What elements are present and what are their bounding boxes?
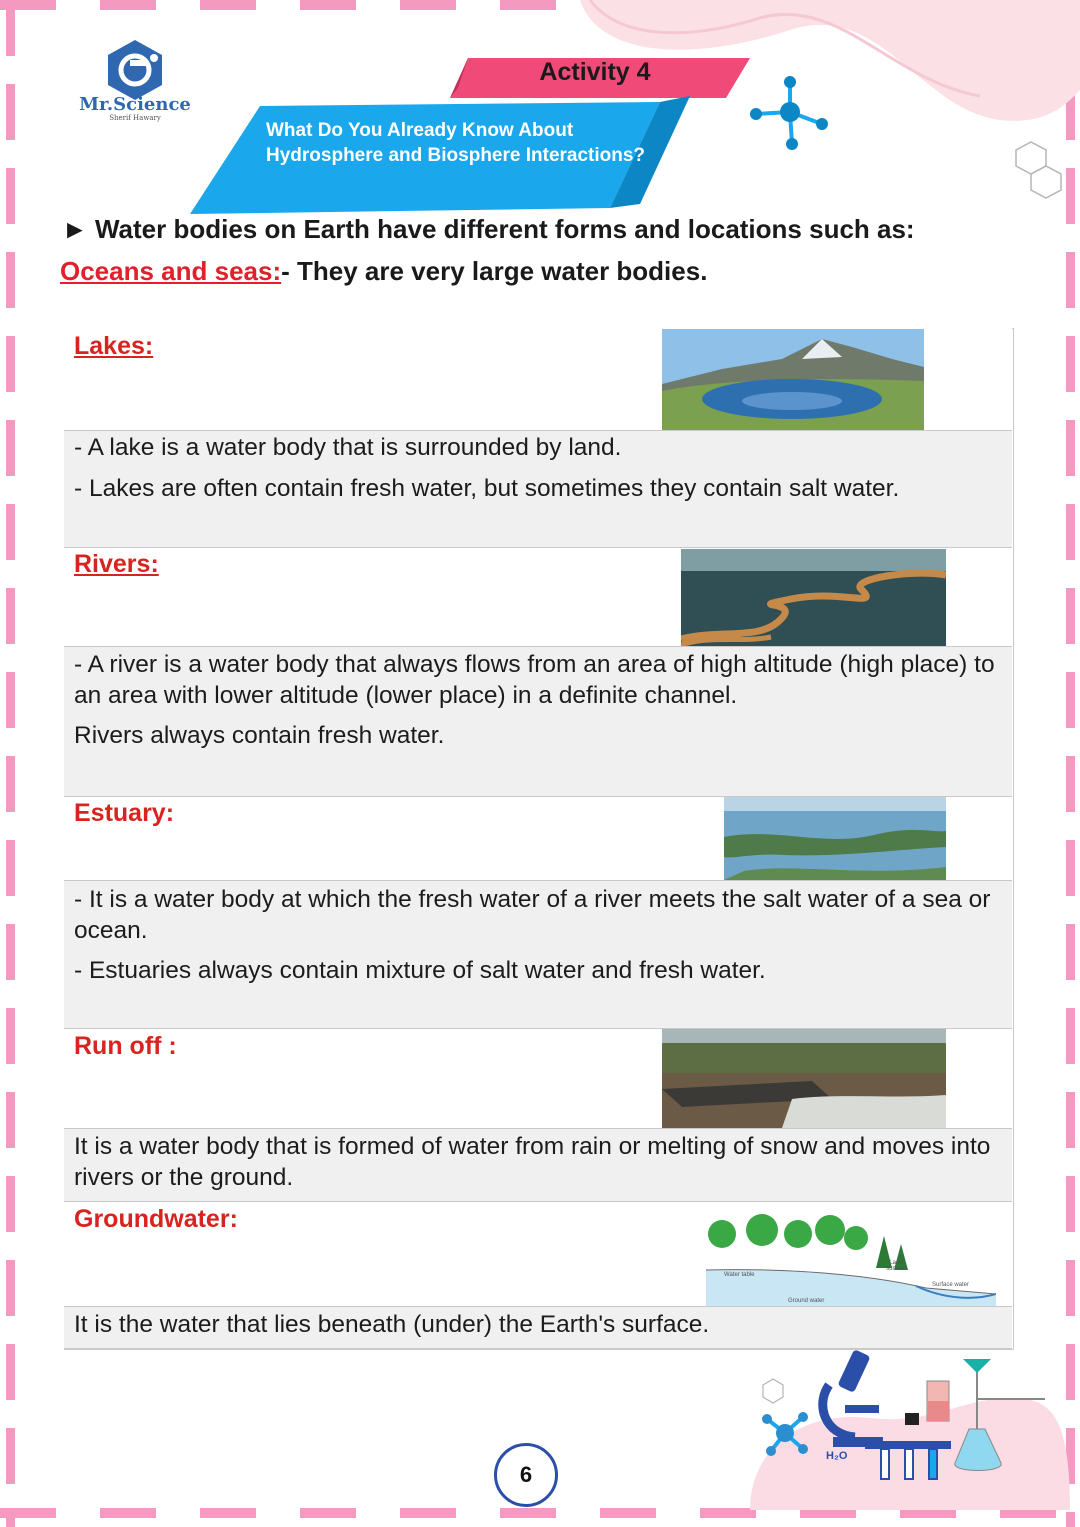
activity-title: Activity 4 — [539, 58, 651, 86]
page-border-right — [1066, 0, 1075, 1527]
ground-water-label: Ground water — [788, 1298, 825, 1304]
runoff-line-1: It is a water body that is formed of water from rain or melting of snow and moves into rivers or the ground. — [74, 1133, 991, 1191]
estuary-line-1: - It is a water body at which the fresh water of a river meets the salt water of a sea or ocean. — [74, 886, 991, 944]
molecule-icon — [742, 74, 837, 154]
estuary-photo — [724, 797, 946, 880]
mr-science-logo-icon — [70, 38, 200, 148]
lake-photo — [662, 329, 924, 430]
estuary-title: Estuary: — [74, 799, 175, 827]
river-photo — [681, 549, 946, 646]
page-number: 6 — [494, 1443, 558, 1507]
groundwater-line-1: It is the water that lies beneath (under) the Earth's surface. — [74, 1311, 710, 1338]
rivers-line-2: Rivers always contain fresh water. — [74, 722, 445, 749]
lakes-line-2: - Lakes are often contain fresh water, but sometimes they contain salt water. — [74, 475, 900, 502]
groundwater-title: Groundwater: — [74, 1205, 238, 1233]
land-surface-label: Land surface — [886, 1260, 906, 1272]
rivers-line-1: - A river is a water body that always flows from an area of high altitude (high place) to an area with lower altitude (lower place) in a definite channel. — [74, 651, 995, 709]
runoff-title: Run off : — [74, 1032, 177, 1060]
surface-water-label: Surface water — [932, 1282, 970, 1288]
lakes-title: Lakes: — [74, 332, 154, 360]
benzene-ring-icon — [996, 140, 1066, 210]
lakes-line-1: - A lake is a water body that is surrounded by land. — [74, 434, 622, 461]
intro-statement: ► Water bodies on Earth have different forms and locations such as: — [62, 214, 915, 244]
brand-name: Mr.Science — [79, 94, 191, 115]
oceans-term: Oceans and seas: — [60, 256, 282, 286]
oceans-definition — [60, 256, 1020, 287]
page-border-left — [6, 0, 15, 1527]
runoff-photo — [662, 1029, 946, 1128]
lab-equipment-illustration — [745, 1345, 1065, 1505]
activity-question: What Do You Already Know About Hydrosphere and Biosphere Interactions? — [266, 120, 646, 166]
water-table-label: Water table — [724, 1272, 755, 1278]
oceans-description: - They are very large water bodies. — [281, 256, 708, 286]
groundwater-diagram — [706, 1208, 996, 1306]
brand-subtitle: Sherif Hawary — [109, 114, 161, 122]
estuary-line-2: - Estuaries always contain mixture of salt water and fresh water. — [74, 957, 766, 984]
h2o-label: H₂O — [826, 1450, 848, 1462]
rivers-title: Rivers: — [74, 550, 159, 578]
